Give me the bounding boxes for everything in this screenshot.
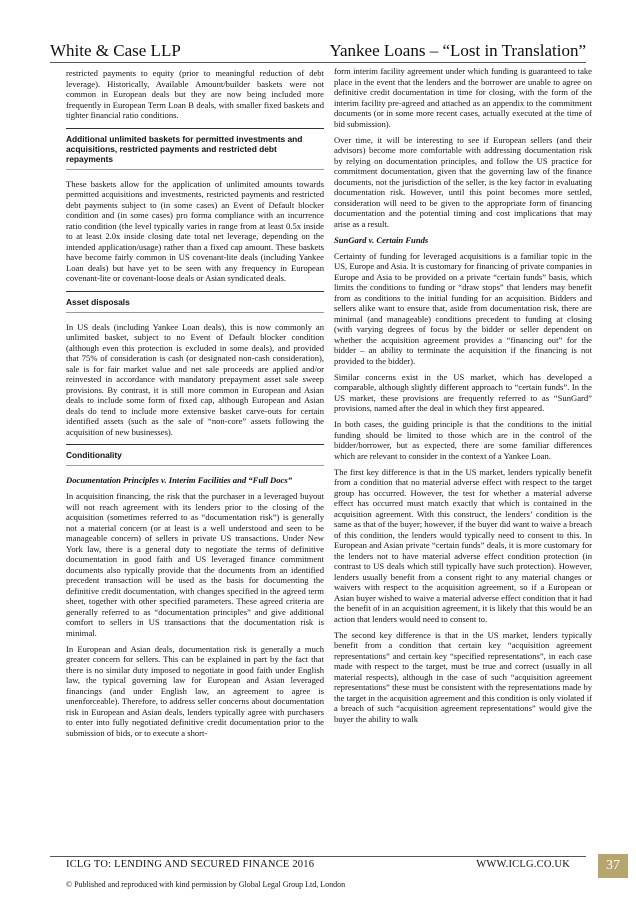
header-divider bbox=[50, 62, 586, 63]
left-column bbox=[66, 68, 324, 744]
paragraph: Similar concerns exist in the US market, which has developed a comparable, although slightly different approach to “certain funds”. In the US market, these provisions are frequently referred to as “SunGard” provisions, named after the deal in which they first appeared. bbox=[334, 371, 592, 413]
paragraph: form interim facility agreement under which funding is guaranteed to take place in the event that the lenders and the borrower are unable to agree on definitive credit documentation in time for closing, with the form of the interim facility pre-agreed and attached as an appendix to the commitment documents (or in some more recent cases, actually executed at the time of bid submission). bbox=[334, 66, 592, 129]
subheading: Documentation Principles v. Interim Facilities and “Full Docs” bbox=[66, 475, 292, 485]
paragraph: In both cases, the guiding principle is that the conditions to the initial funding should be limited to those which are in the control of the bidder/borrower, but as expected, there are some familiar differences which are relevant to consider in the context of a Yankee Loan. bbox=[334, 419, 592, 461]
footer-publication: ICLG TO: LENDING AND SECURED FINANCE 2016 bbox=[66, 859, 315, 870]
paragraph: Certainty of funding for leveraged acquisitions is a familiar topic in the US, Europe and Asia. It is customary for financing of private companies in Europe and Asia to be provided on a private “certain funds” basis, which limits the conditions to funding or “draw stops” that lenders may benefit from as conditions to the initial funding for an acquisition. Bidders and sellers alike want to ensure that, aside from documentation risk, there are minimal (and manageable) conditions precedent to funding at closing (with varying degrees of focus by the bidder or seller dependent on whether the acquisition agreement provides a “financing out” for the bidder – an ability to terminate the acquisition if the financing is not provided to the bidder). bbox=[334, 250, 592, 366]
page-header bbox=[50, 35, 586, 61]
copyright-notice: © Published and reproduced with kind permission by Global Legal Group Ltd, London bbox=[66, 880, 346, 889]
section-heading: Asset disposals bbox=[66, 291, 324, 313]
page-number-badge: 37 bbox=[598, 854, 628, 878]
paragraph: The second key difference is that in the US market, lenders typically benefit from a condition that certain key “acquisition agreement representations” and certain key “specified representations”, in each case made with respect to the target, must be true and correct (usually in all material respects), although in the case of such “acquisition agreement representations” these must be consistent with the representations made by the target in the acquisition agreement and this condition is only violated if a breach of such “acquisition agreement representations” would give the buyer the ability to walk bbox=[334, 629, 592, 724]
right-column bbox=[334, 66, 592, 730]
page-footer bbox=[66, 859, 570, 870]
header-article-title: Yankee Loans – “Lost in Translation” bbox=[329, 41, 586, 60]
subheading: SunGard v. Certain Funds bbox=[334, 234, 429, 245]
paragraph: In acquisition financing, the risk that the purchaser in a leveraged buyout will not reach agreement with its lenders prior to the closing of the acquisition (sometimes referred to as “documentation risk”) is generally not a material concern (or at least is a well understood and seen to be manageable concern) of sellers in private US transactions. Under New York law, there is a general duty to negotiate the terms of definitive documentation in good faith and US leveraged finance commitment documents also typically provide that the documents from an identified precedent transaction will be used as the basis for documenting the definitive credit documentation, with changes specified in the agreed term sheet, together with other specified parameters. These agreed criteria are generally referred to as “documentation principles” and give additional comfort to sellers in US transactions that the documentation risk is minimal. bbox=[66, 491, 324, 638]
section-heading: Conditionality bbox=[66, 444, 324, 466]
header-firm-name: White & Case LLP bbox=[50, 41, 181, 60]
paragraph: Over time, it will be interesting to see if European sellers (and their advisors) become more comfortable with addressing documentation risk by relying on documentation principles, and follow the US practice for commitment documentation, given that the governing law of the finance documents, not the jurisdiction of the seller, is the key factor in evaluating documentation risk. However, until this point becomes more settled, consideration will need to be given to the appropriate form of financing documentation and the potential timing and cost implications that may arise as a result. bbox=[334, 134, 592, 229]
paragraph: In US deals (including Yankee Loan deals), this is now commonly an unlimited basket, subject to no Event of Default blocker condition (although even this protection is excluded in some deals), and provided that 75% of consideration is cash (or designated non-cash consideration), sale is for fair market value and net sale proceeds are applied and/or reinvested in accordance with mandatory prepayment asset sale sweep provisions. By contrast, it is still more common in European and Asian deals to include some form of fixed cap, although European and Asian deals do tend to include more extensive basket carve-outs for certain identified assets (such as the sale of “non-core” assets following the acquisition of new businesses). bbox=[66, 321, 324, 437]
paragraph: These baskets allow for the application of unlimited amounts towards permitted acquisitions and investments, restricted payments and restricted debt payments subject to (in some cases) an Event of Default blocker condition and (in some cases) pro forma compliance with an incurrence ratio condition (the level typically varies in range from at least 0.5x inside to at least 2.0x inside closing date total net leverage, depending on the intended application/usage) rather than a fixed cap amount. These baskets have become fairly common in US covenant-lite deals (including Yankee Loan deals) but have yet to be seen with any frequency in European covenant-lite or covenant-loose deals or Asian syndicated deals. bbox=[66, 178, 324, 283]
paragraph: restricted payments to equity (prior to meaningful reduction of debt leverage). Historically, Available Amount/builder baskets were not common in European deals but they are now being included more frequently in European Term Loan B deals, with smaller fixed baskets and tighter financial ratio conditions. bbox=[66, 68, 324, 120]
section-heading: Additional unlimited baskets for permitted investments and acquisitions, restricted payments and restricted debt repayments bbox=[66, 128, 324, 170]
footer-divider bbox=[50, 856, 586, 857]
paragraph: In European and Asian deals, documentation risk is generally a much greater concern for sellers. This can be explained in part by the fact that there is no similar duty imposed to negotiate in good faith under English law, the typical governing law for European and Asian leveraged financings (and under English law, an agreement to agree is unenforceable). Therefore, to address seller concerns about documentation risk in European and Asian deals, lenders typically agree with purchasers to enter into fully negotiated definitive credit documentation prior to the submission of bids, or to execute a short- bbox=[66, 643, 324, 738]
paragraph: The first key difference is that in the US market, lenders typically benefit from a condition that no material adverse effect with respect to the target group has occurred. However, the test for whether a material adverse effect has occurred must match exactly that which is contained in the acquisition agreement. With this construct, the lenders’ condition is the same as that of the buyer; however, if the buyer did want to waive a breach of this condition, the lenders would typically need to consent to this. In European and Asian private “certain funds” deals, it is more customary for the lenders not to have material adverse effect condition protection (in contrast to US deals which still typically have such protection). However, lenders usually benefit from a consent right to any material changes or waivers with respect to the acquisition agreement, so if a European or Asian buyer wished to waive a material adverse effect condition that it had the benefit of in an acquisition agreement, it is likely that this would be an action that lenders would need to consent to. bbox=[334, 466, 592, 624]
footer-website-link[interactable]: WWW.ICLG.CO.UK bbox=[476, 859, 570, 870]
